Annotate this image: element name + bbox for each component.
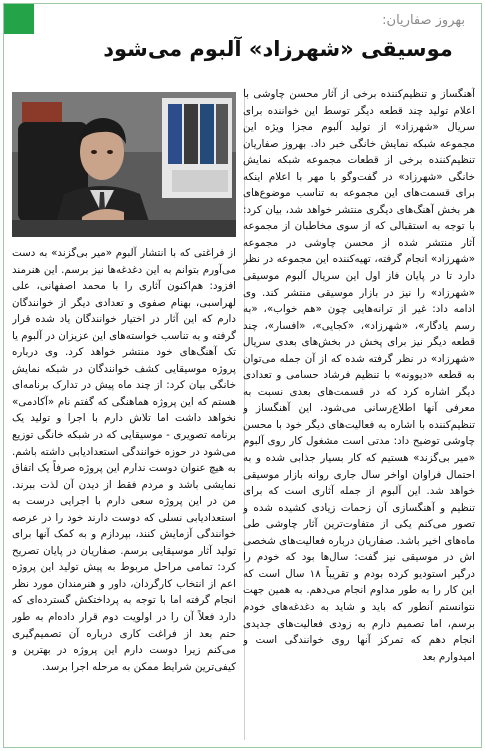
newspaper-article-page <box>3 3 482 748</box>
article-body-left-column: از فراغتی که با انتشار آلبوم «میر بی‌گزند» به دست می‌آورم بتوانم به این دغدغه‌ها نیز برسم. این هنرمند افزود: هم‌اکنون آثاری را با محمد اصفهانی، علی لهراسبی، بهنام صفوی و تعدادی دیگر از خوانندگان دارم که این آثار در اختیار خوانندگان یاد شده قرار گرفته و به تناسب خواسته‌های این عزیزان در آلبوم یا تک آهنگ‌های خود منتشر خواهد کرد. وی درباره پروژه موسیقایی کشف خوانندگان در شبکه نمایش خانگی بیان کرد: از چند ماه پیش در تدارک برنامه‌ای هستم که این پروژه هماهنگی که گفتم نام «آکادمی» نخواهد داشت اما تلاش دارم با اجرا و تولید یک برنامه تصویری - موسیقایی که در شبکه خانگی توزیع می‌شود در حوزه خوانندگی استعدادیابی داشته باشم. به هیچ عنوان دوست ندارم این پروژه صرفاً یک اتفاق نمایشی باشد و مردم فقط از دیدن آن لذت ببرند. من در این پروژه سعی دارم با اجرایی درست به استعدادیابی نسلی که دوست دارند خود را در عرصه خوانندگی آزمایش کنند، بپردازم و به کمک آنها برای تولید آثار موسیقایی برسم. صفاریان در پایان تصریح کرد: تمامی مراحل مربوط به پیش تولید این پروژه اعم از انتخاب کارگردان، داور و هنرمندان مورد نظر انجام گرفته اما با توجه به پرداختکش گسترده‌ای که دارد فعلاً آن را در اولویت دوم قرار داده‌ام به طور حتم بعد از فراغت کاری درباره آن تصمیم‌گیری می‌کنم زیرا دوست دارم این پروژه در بهترین و کیفی‌ترین شرایط ممکن به مرحله اجرا برسد. <box>12 247 236 673</box>
article-author: بهروز صفاریان: <box>382 13 465 28</box>
article-body-right-column: آهنگساز و تنظیم‌کننده برخی از آثار محسن چاوشی با اعلام تولید چند قطعه دیگر توسط این خواننده برای سریال «شهرزاد» از تولید آلبوم مجزا ویژه این مجموعه شبکه نمایش خانگی خبر داد. بهروز صفاریان تنظیم‌کننده برخی از قطعات مجموعه شبکه نمایش خانگی «شهرزاد» در گفت‌وگو با مهر با اعلام اینکه برای قسمت‌های این مجموعه به تناسب موضوع‌های هر بخش آهنگ‌های دیگری منتشر خواهد شد، بیان کرد: با توجه به استقبالی که از سوی مخاطبان از مجموعه آثار منتشر شده از محسن چاوشی در مجموعه «شهرزاد» انجام گرفته، تهیه‌کننده این مجموعه در نظر دارد تا در پایان فاز اول این سریال آلبوم موسیقی «شهرزاد» را نیز در بازار موسیقی منتشر کند. وی ادامه داد: غیر از ترانه‌هایی چون «هم خواب»، «به رسم یادگار»، «شهرزاد»، «کجایی»، «افسار»، چند قطعه دیگر نیز برای پخش در بخش‌های بعدی سریال «شهرزاد» در نظر گرفته شده که از آن جمله می‌توان به قطعه «دیوونه» با تنظیم فرشاد حسامی و تعدادی دیگر اشاره کرد که در قسمت‌های بعدی نسبت به معرفی آنها اطلاع‌رسانی می‌شود. این آهنگساز و تنظیم‌کننده با اشاره به فعالیت‌های دیگر خود با محسن چاوشی توضیح داد: مدتی است مشغول کار روی آلبوم «میر بی‌گزند» هستیم که کار بسیار جذابی شده و به احتمال فراوان اواخر سال جاری روانه بازار موسیقی خواهد شد. این آلبوم از جمله آثاری است که برای تنظیم و آهنگسازی آن زحمات زیادی کشیده شده و تصور می‌کنم یکی از متفاوت‌ترین آثار چاوشی طی ماه‌های اخیر باشد. صفاریان درباره فعالیت‌های شخصی اش در موسیقی نیز گفت: سال‌ها بود که خودم را درگیر استودیو کرده بودم و تقریباً ۱۸ سال است که این کار را به طور مداوم انجام می‌دهم. به همین جهت نتوانستم آنطور که باید و شاید به دغدغه‌های خودم برسم، اما تصمیم دارم به زودی فعالیت‌های جدیدی انجام دهم که تمرکز آنها روی خوانندگی است و امیدوارم بعد <box>243 88 475 663</box>
article-header <box>43 10 473 82</box>
section-marker <box>4 4 34 34</box>
article-photo <box>12 92 236 237</box>
article-title: موسیقی «شهرزاد» آلبوم می‌شود <box>103 37 453 61</box>
portrait-image <box>12 92 236 237</box>
